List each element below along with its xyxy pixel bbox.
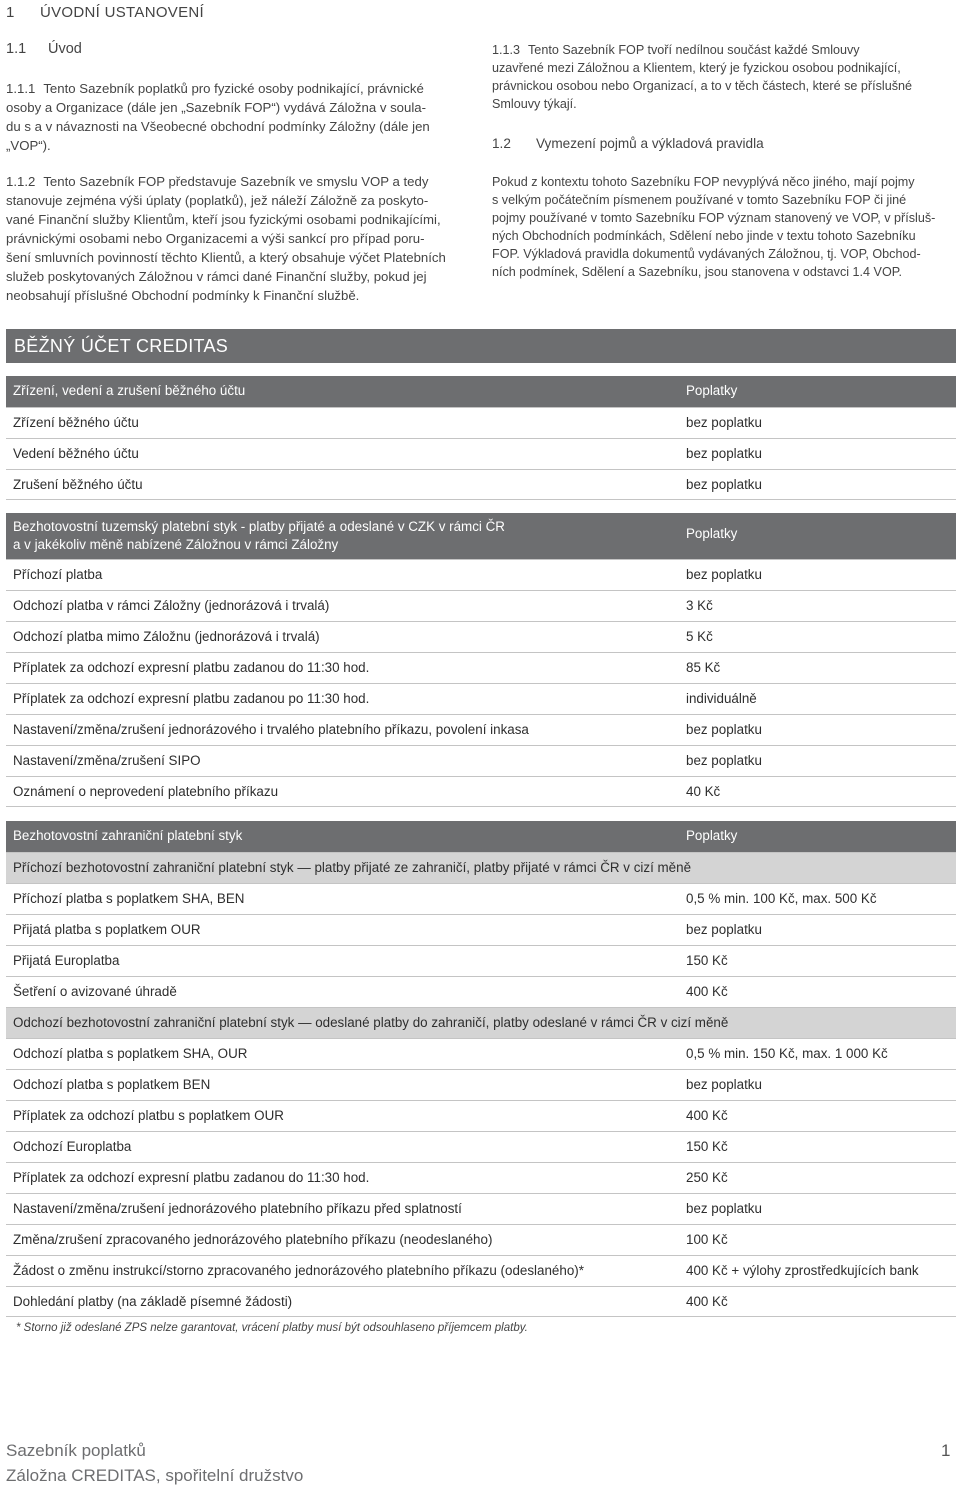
row-label: Oznámení o neprovedení platebního příkazu [13, 784, 279, 799]
table-header-fee: Poplatky [686, 383, 738, 398]
paragraph-label: 1.1.2 [6, 174, 36, 189]
paragraph-1-2 [492, 173, 956, 281]
table-row [6, 1100, 956, 1131]
subsection-heading-1-2 [492, 136, 764, 151]
paragraph-line: neobsahují příslušné Obchodní podmínky k Finanční službě. [6, 288, 360, 303]
row-label: Příchozí platba s poplatkem SHA, BEN [13, 891, 245, 906]
paragraph-line: právnickou osobou nebo Organizací, a to v těch částech, které se příslušné [492, 79, 913, 93]
row-label: Příplatek za odchozí expresní platbu zadanou do 11:30 hod. [13, 660, 370, 675]
paragraph-line: vané Finanční služby Klientům, kteří jsou fyzickými osobami podnikajícími, [6, 212, 441, 227]
row-fee: 250 Kč [686, 1170, 728, 1185]
paragraph-line: služeb poskytovaných Záložnou v rámci dané Finanční služby, pokud jej [6, 269, 427, 284]
page-number: 1 [941, 1441, 951, 1460]
row-fee: bez poplatku [686, 477, 762, 492]
row-label: Příplatek za odchozí expresní platbu zadanou po 11:30 hod. [13, 691, 370, 706]
paragraph-1-1-2 [6, 172, 466, 305]
paragraph-line: pojmy používané v tomto Sazebníku FOP význam stanovený ve VOP, v přísluš- [492, 211, 936, 225]
row-fee: 400 Kč [686, 1108, 728, 1123]
table-row [6, 652, 956, 683]
table-header-fee: Poplatky [686, 526, 738, 541]
row-label: Odchozí platba mimo Záložnu (jednorázová i trvalá) [13, 629, 320, 644]
table-header [6, 376, 956, 407]
row-label: Příplatek za odchozí expresní platbu zadanou do 11:30 hod. [13, 1170, 370, 1185]
row-fee: 400 Kč [686, 1294, 728, 1309]
footnote: * Storno již odeslané ZPS nelze garantovat, vrácení platby musí být odsouhlaseno příjemcem platby. [16, 1322, 528, 1334]
row-label: Příplatek za odchozí platbu s poplatkem OUR [13, 1108, 284, 1123]
row-label: Žádost o změnu instrukcí/storno zpracovaného jednorázového platebního příkazu (odeslaného)* [13, 1263, 584, 1278]
row-label: Odchozí platba v rámci Záložny (jednorázová i trvalá) [13, 598, 330, 613]
row-fee: bez poplatku [686, 722, 762, 737]
table-row [6, 745, 956, 776]
fee-table-foreign [6, 821, 956, 1317]
row-label: Přijatá Europlatba [13, 953, 120, 968]
paragraph-line: „VOP“). [6, 138, 51, 153]
table-row [6, 1038, 956, 1069]
row-label: Nastavení/změna/zrušení SIPO [13, 753, 201, 768]
row-fee: bez poplatku [686, 1077, 762, 1092]
paragraph-1-1-1 [6, 79, 466, 155]
paragraph-line: Tento Sazebník poplatků pro fyzické osoby podnikající, právnické [43, 81, 424, 96]
subsection-number: 1.2 [492, 136, 511, 151]
fee-table-account [6, 376, 956, 500]
table-row [6, 1286, 956, 1317]
footer-org: Záložna CREDITAS, spořitelní družstvo [6, 1466, 304, 1485]
section-heading [6, 4, 204, 21]
row-fee: individuálně [686, 691, 757, 706]
row-fee: bez poplatku [686, 415, 762, 430]
subheader-label: Příchozí bezhotovostní zahraniční platební styk — platby přijaté ze zahraničí, platby přijaté v rámci ČR v cizí měně [13, 860, 692, 875]
section-number: 1 [6, 4, 15, 21]
row-label: Přijatá platba s poplatkem OUR [13, 922, 201, 937]
row-fee: 0,5 % min. 100 Kč, max. 500 Kč [686, 891, 877, 906]
footer-title: Sazebník poplatků [6, 1441, 146, 1460]
paragraph-line: šení smluvních povinností těchto Klientů, a který obsahuje výčet Platebních [6, 250, 446, 265]
row-fee: 5 Kč [686, 629, 713, 644]
row-fee: 3 Kč [686, 598, 713, 613]
table-subheader-outgoing [6, 1007, 956, 1038]
row-fee: bez poplatku [686, 567, 762, 582]
row-label: Odchozí Europlatba [13, 1139, 132, 1154]
table-header-label [13, 518, 505, 554]
subsection-title: Vymezení pojmů a výkladová pravidla [536, 136, 764, 151]
paragraph-line: ných Obchodních podmínkách, Sdělení nebo jinde v textu tohoto Sazebníku [492, 229, 916, 243]
row-fee: 85 Kč [686, 660, 721, 675]
paragraph-line: Smlouvy týkají. [492, 97, 577, 111]
row-fee: bez poplatku [686, 922, 762, 937]
table-row [6, 621, 956, 652]
table-row [6, 945, 956, 976]
paragraph-1-1-3 [492, 41, 956, 113]
row-fee: 40 Kč [686, 784, 721, 799]
paragraph-line: Tento Sazebník FOP tvoří nedílnou součást každé Smlouvy [528, 43, 860, 57]
table-row [6, 1069, 956, 1100]
row-label: Nastavení/změna/zrušení jednorázového i trvalého platebního příkazu, povolení inkasa [13, 722, 529, 737]
table-header-line: Bezhotovostní tuzemský platební styk - platby přijaté a odeslané v CZK v rámci ČR [13, 519, 505, 534]
row-fee: 150 Kč [686, 953, 728, 968]
subsection-title: Úvod [48, 41, 82, 57]
table-row [6, 976, 956, 1007]
table-row [6, 714, 956, 745]
paragraph-line: ních podmínek, Sdělení a Sazebníku, jsou stanovena v odstavci 1.4 VOP. [492, 265, 903, 279]
table-row [6, 559, 956, 590]
table-header [6, 821, 956, 852]
row-label: Nastavení/změna/zrušení jednorázového platebního příkazu před splatností [13, 1201, 462, 1216]
paragraph-label: 1.1.1 [6, 81, 36, 96]
table-row [6, 776, 956, 807]
table-row [6, 683, 956, 714]
row-fee: 150 Kč [686, 1139, 728, 1154]
table-row [6, 1131, 956, 1162]
row-label: Zřízení běžného účtu [13, 415, 139, 430]
table-row [6, 590, 956, 621]
table-row [6, 1193, 956, 1224]
subsection-number: 1.1 [6, 41, 27, 57]
table-row [6, 1162, 956, 1193]
row-label: Odchozí platba s poplatkem SHA, OUR [13, 1046, 248, 1061]
table-header-label: Bezhotovostní zahraniční platební styk [13, 828, 243, 843]
subheader-label: Odchozí bezhotovostní zahraniční platební styk — odeslané platby do zahraničí, platby odeslané v rámci ČR v cizí měně [13, 1015, 729, 1030]
paragraph-label: 1.1.3 [492, 43, 521, 57]
row-fee: 0,5 % min. 150 Kč, max. 1 000 Kč [686, 1046, 888, 1061]
table-header [6, 513, 956, 559]
table-row [6, 407, 956, 438]
row-fee: 400 Kč + výlohy zprostředkujících bank [686, 1263, 919, 1278]
account-banner: BĚŽNÝ ÚČET CREDITAS [6, 329, 956, 363]
paragraph-line: Pokud z kontextu tohoto Sazebníku FOP nevyplývá něco jiného, mají pojmy [492, 175, 915, 189]
subsection-heading-1-1 [6, 41, 82, 57]
paragraph-line: Tento Sazebník FOP představuje Sazebník ve smyslu VOP a tedy [43, 174, 429, 189]
paragraph-line: právnickými osobami nebo Organizacemi a výši sankcí pro případ poru- [6, 231, 425, 246]
paragraph-line: s velkým počátečním písmenem používané v tomto Sazebníku FOP či jiné [492, 193, 907, 207]
fee-table-domestic [6, 513, 956, 807]
table-header-line: a v jakékoliv měně nabízené Záložnou v rámci Záložny [13, 537, 339, 552]
row-label: Šetření o avizované úhradě [13, 984, 177, 999]
row-fee: 100 Kč [686, 1232, 728, 1247]
section-title: ÚVODNÍ USTANOVENÍ [40, 4, 205, 21]
table-row [6, 1224, 956, 1255]
row-label: Příchozí platba [13, 567, 103, 582]
table-header-fee: Poplatky [686, 828, 738, 843]
paragraph-line: FOP. Výkladová pravidla dokumentů vydávaných Záložnou, tj. VOP, Obchod- [492, 247, 921, 261]
row-fee: bez poplatku [686, 753, 762, 768]
table-subheader-incoming [6, 852, 956, 883]
table-row [6, 883, 956, 914]
paragraph-line: uzavřené mezi Záložnou a Klientem, který je fyzickou osobou podnikající, [492, 61, 901, 75]
table-header-label: Zřízení, vedení a zrušení běžného účtu [13, 383, 246, 398]
row-label: Zrušení běžného účtu [13, 477, 143, 492]
table-row [6, 469, 956, 500]
row-label: Odchozí platba s poplatkem BEN [13, 1077, 211, 1092]
table-row [6, 1255, 956, 1286]
row-label: Změna/zrušení zpracovaného jednorázového platebního příkazu (neodeslaného) [13, 1232, 493, 1247]
paragraph-line: osoby a Organizace (dále jen „Sazebník FOP“) vydává Záložna v soula- [6, 100, 427, 115]
paragraph-line: du s a v návaznosti na Všeobecné obchodní podmínky Záložny (dále jen [6, 119, 430, 134]
row-fee: 400 Kč [686, 984, 728, 999]
row-label: Vedení běžného účtu [13, 446, 139, 461]
row-fee: bez poplatku [686, 446, 762, 461]
table-row [6, 438, 956, 469]
table-row [6, 914, 956, 945]
paragraph-line: stanovuje zejména výši úplaty (poplatků), jež náleží Záložně za poskyto- [6, 193, 429, 208]
row-label: Dohledání platby (na základě písemné žádosti) [13, 1294, 293, 1309]
row-fee: bez poplatku [686, 1201, 762, 1216]
